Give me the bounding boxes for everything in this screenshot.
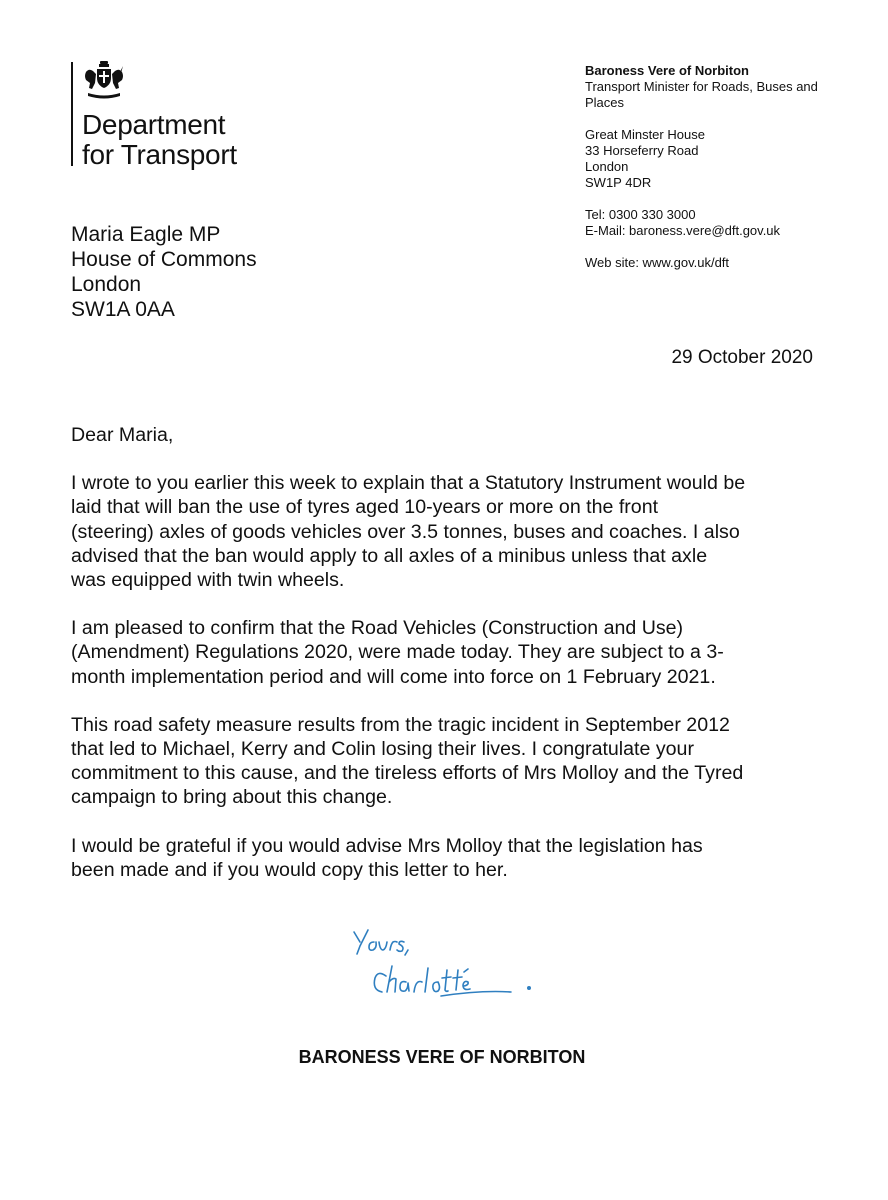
signatory-name-text: BARONESS VERE OF NORBITON <box>298 1047 586 1067</box>
sender-name: Baroness Vere of Norbiton <box>585 63 749 78</box>
paragraph-line: laid that will ban the use of tyres aged 10-years or more on the front <box>71 496 659 519</box>
department-name-line1: Department <box>82 109 226 140</box>
sender-website: Web site: www.gov.uk/dft <box>585 255 730 270</box>
sender-tel: Tel: 0300 330 3000 <box>585 207 696 222</box>
paragraph-line: month implementation period and will come into force on 1 February 2021. <box>71 665 716 688</box>
paragraph-line: commitment to this cause, and the tireless efforts of Mrs Molloy and the Tyred <box>71 762 744 785</box>
paragraph-line: (steering) axles of goods vehicles over 3.5 tonnes, buses and coaches. I also <box>71 520 740 543</box>
recipient-line4: SW1A 0AA <box>71 298 175 321</box>
paragraph-line: campaign to bring about this change. <box>71 786 393 809</box>
letter-body <box>71 423 831 906</box>
sender-title-line2: Places <box>585 95 625 110</box>
salutation: Dear Maria, <box>71 424 174 446</box>
paragraph-3 <box>71 713 831 810</box>
paragraph-line: was equipped with twin wheels. <box>71 569 345 592</box>
paragraph-line: (Amendment) Regulations 2020, were made today. They are subject to a 3- <box>71 641 724 664</box>
paragraph-2 <box>71 616 831 689</box>
paragraph-line: been made and if you would copy this letter to her. <box>71 858 508 881</box>
department-name-line2: for Transport <box>82 139 237 170</box>
paragraph-line: advised that the ban would apply to all axles of a minibus unless that axle <box>71 544 708 567</box>
sender-address-line1: Great Minster House <box>585 127 705 142</box>
recipient-line1: Maria Eagle MP <box>71 223 221 246</box>
recipient-line2: House of Commons <box>71 248 257 271</box>
handwritten-signature <box>346 920 546 1010</box>
paragraph-line: that led to Michael, Kerry and Colin losing their lives. I congratulate your <box>71 738 694 761</box>
paragraph-line: I am pleased to confirm that the Road Vehicles (Construction and Use) <box>71 617 684 640</box>
sender-address-line3: London <box>585 159 629 174</box>
department-name <box>82 110 237 170</box>
paragraph-1 <box>71 471 831 592</box>
signatory-name <box>0 1047 888 1068</box>
sender-email: E-Mail: baroness.vere@dft.gov.uk <box>585 223 781 238</box>
paragraph-line: I would be grateful if you would advise Mrs Molloy that the legislation has <box>71 834 703 857</box>
logo-divider-line <box>71 62 73 166</box>
sender-address-line4: SW1P 4DR <box>585 175 652 190</box>
recipient-line3: London <box>71 273 142 296</box>
letter-date: 29 October 2020 <box>671 347 813 368</box>
paragraph-4 <box>71 834 831 882</box>
sender-block <box>585 63 875 271</box>
paragraph-line: This road safety measure results from the tragic incident in September 2012 <box>71 713 730 736</box>
sender-title-line1: Transport Minister for Roads, Buses and <box>585 79 818 94</box>
royal-crest-icon <box>82 60 126 100</box>
paragraph-line: I wrote to you earlier this week to explain that a Statutory Instrument would be <box>71 472 746 495</box>
recipient-address <box>71 222 257 322</box>
sender-address-line2: 33 Horseferry Road <box>585 143 699 158</box>
